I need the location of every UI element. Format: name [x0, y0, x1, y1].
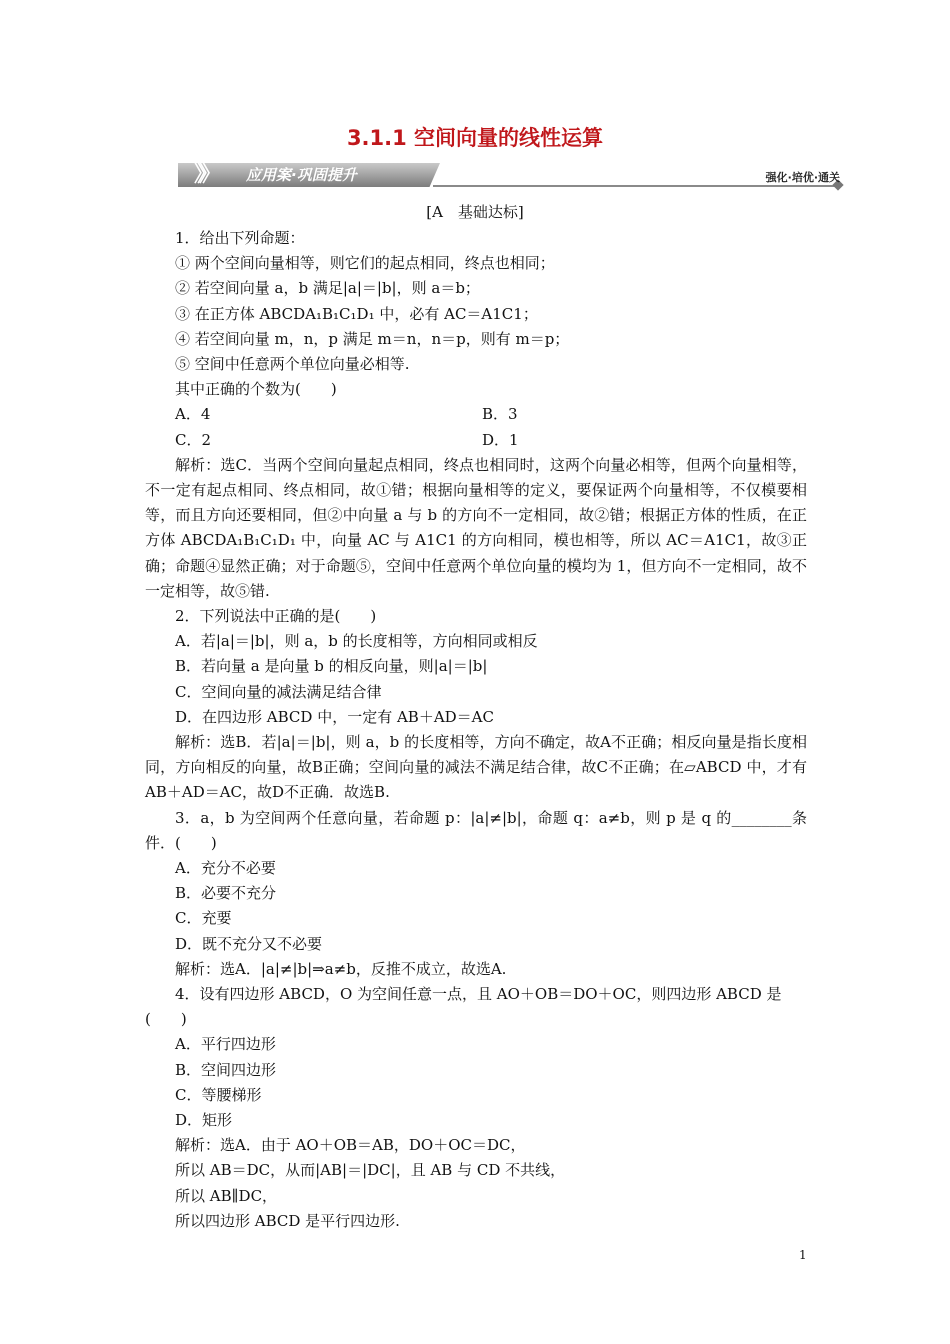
q1-stem: 1．给出下列命题： [175, 229, 305, 247]
chevron-right-icon: 》》 [194, 162, 216, 187]
q4-analysis-line: 所以 AB∥DC， [175, 1186, 278, 1205]
q1-item: ① 两个空间向量相等，则它们的起点相同，终点也相同； [175, 254, 555, 273]
q3-option-b: B．必要不充分 [175, 884, 277, 903]
banner-label: 应用案·巩固提升 [246, 166, 357, 184]
section-label: [A 基础达标] [426, 203, 524, 221]
q4-option-d: D．矩形 [175, 1111, 233, 1130]
q2-option-b: B．若向量 a 是向量 b 的相反向量，则|a|＝|b| [175, 657, 488, 676]
q1-option-b: B．3 [482, 405, 518, 424]
q1-option-d: D．1 [482, 430, 519, 449]
q4-stem: 4．设有四边形 ABCD，O 为空间任意一点，且 AO＋OB＝DO＋OC，则四边形 ABCD 是( ) [145, 985, 782, 1029]
q2-option-d: D．在四边形 ABCD 中，一定有 AB＋AD＝AC [175, 707, 494, 726]
q1-item: ④ 若空间向量 m，n，p 满足 m＝n，n＝p，则有 m＝p； [175, 329, 570, 348]
q1-analysis: 解析：选C．当两个空间向量起点相同，终点也相同时，这两个向量必相等，但两个向量相等，不一定有起点相同、终点相同，故①错；根据向量相等的定义，要保证两个向量相等，不仅模要相等，而且方向还要相同，但②中向量 a 与 b 的方向不一定相同，故②错；根据正方体的性质，在正方体 ABCDA₁B₁C₁D₁ 中，向量 AC 与 A1C1 的方向相同，模也相等，所以 AC＝A1C1，故③正确；命题④显然正确；对于命题⑤，空间中任意两个单位向量的模均为 1，但方向不一定相同，故不一定相等，故⑤错. [145, 455, 807, 600]
q1-options-row [145, 428, 807, 453]
q1-option-c: C．2 [175, 430, 212, 449]
q2-option-a: A．若|a|＝|b|，则 a，b 的长度相等，方向相同或相反 [175, 632, 538, 651]
q1-item: ② 若空间向量 a，b 满足|a|＝|b|，则 a＝b； [175, 279, 480, 298]
q4-analysis-line: 所以四边形 ABCD 是平行四边形. [175, 1211, 400, 1230]
page-number: 1 [799, 1248, 807, 1262]
q3-analysis: 解析：选A．|a|≠|b|⇒a≠b，反推不成立，故选A. [175, 959, 507, 978]
q3-option-a: A．充分不必要 [175, 859, 276, 878]
q1-ask: 其中正确的个数为( ) [175, 380, 337, 399]
banner-divider [433, 185, 838, 187]
q1-item: ③ 在正方体 ABCDA₁B₁C₁D₁ 中，必有 AC＝A1C1； [175, 304, 538, 323]
q4-analysis-line: 所以 AB＝DC，从而|AB|＝|DC|，且 AB 与 CD 不共线， [175, 1161, 566, 1180]
exercise-content [145, 226, 807, 1234]
q4-option-c: C．等腰梯形 [175, 1085, 262, 1104]
section-banner [178, 160, 868, 190]
q1-option-a: A．4 [175, 405, 211, 424]
q1-options-row [145, 402, 807, 427]
q2-stem: 2．下列说法中正确的是( ) [175, 607, 377, 626]
q2-analysis: 解析：选B．若|a|＝|b|，则 a，b 的长度相等，方向不确定，故A不正确；相反向量是指长度相同，方向相反的向量，故B正确；空间向量的减法不满足结合律，故C不正确；在▱ABCD 中，才有 AB＋AD＝AC，故D不正确．故选B. [145, 733, 807, 802]
q1-item: ⑤ 空间中任意两个单位向量必相等. [175, 355, 410, 374]
banner-tagline: 强化·培优·通关 [765, 171, 840, 184]
q4-option-a: A．平行四边形 [175, 1035, 276, 1054]
q3-option-d: D．既不充分又不必要 [175, 934, 323, 953]
q3-option-c: C．充要 [175, 909, 232, 928]
q2-option-c: C．空间向量的减法满足结合律 [175, 682, 382, 701]
q4-option-b: B．空间四边形 [175, 1060, 277, 1079]
q4-analysis-line: 解析：选A．由于 AO＋OB＝AB，DO＋OC＝DC， [175, 1136, 526, 1155]
q3-stem: 3．a，b 为空间两个任意向量，若命题 p：|a|≠|b|，命题 q：a≠b，则 p 是 q 的________条件．( ) [145, 808, 807, 852]
page-title: 3.1.1 空间向量的线性运算 [346, 126, 604, 150]
